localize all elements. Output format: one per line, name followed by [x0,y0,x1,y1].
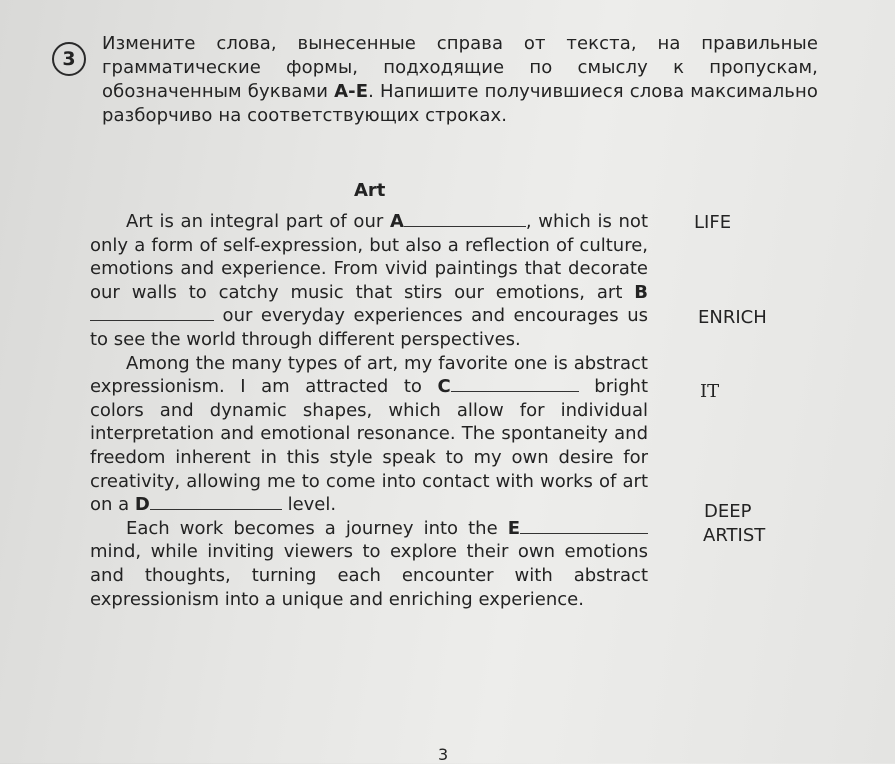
page-number: 3 [438,745,449,764]
word-deep: DEEP [704,501,752,522]
gap-letter-b: B [634,281,648,303]
word-it: IT [700,381,720,402]
instruction-suffix: . Напишите получившиеся слова максимально разборчиво на соответствующих строках. [102,81,818,126]
blank-d[interactable] [150,495,282,510]
instruction-prefix: Измените слова, вынесенные справа от текста, на правильные грамматические формы, подходящие по смыслу к пропускам, обозначенным буквами [102,33,818,102]
gap-letter-d: D [134,494,150,516]
gap-letter-c: C [437,376,451,398]
word-life: LIFE [694,212,732,233]
word-artist: ARTIST [703,525,766,546]
text-segment: our everyday experiences and encourages us to see the world through different perspectives. [90,305,648,350]
text-segment: Art is an integral part of our [126,211,390,232]
text-segment: bright colors and dynamic shapes, which allow for individual interpretation and emotional resonance. The spontaneity and freedom inherent in this style speak to my own desire for creativity, allowing me to come into contact with works of art on a [90,376,648,516]
instruction-letters: A-E [334,81,369,102]
text-segment: level. [281,494,337,516]
word-enrich: ENRICH [698,307,767,328]
paragraph-1 [90,210,648,352]
task-number: 3 [62,48,76,70]
text-segment: mind, while inviting viewers to explore their own emotions and thoughts, turning each encounter with abstract expressionism into a unique and enriching experience. [90,541,648,610]
task-number-badge [52,42,86,76]
passage-text [90,210,648,611]
gap-letter-a: A [389,211,404,232]
blank-a[interactable] [404,212,526,227]
paragraph-3 [90,517,648,611]
text-segment: Among the many types of art, my favorite one is abstract expressionism. I am attracted to [90,352,648,398]
blank-e[interactable] [520,519,648,534]
text-segment: Each work becomes a journey into the [126,517,508,539]
gap-letter-e: E [507,517,520,539]
blank-b[interactable] [90,306,214,321]
blank-c[interactable] [451,377,579,392]
passage-title: Art [354,180,386,201]
text-segment: , which is not only a form of self-expression, but also a reflection of culture, emotions and experience. From vivid paintings that decorate our walls to catchy music that stirs our emotions, art [90,211,648,303]
paragraph-2 [90,352,648,517]
task-instruction [102,32,818,128]
